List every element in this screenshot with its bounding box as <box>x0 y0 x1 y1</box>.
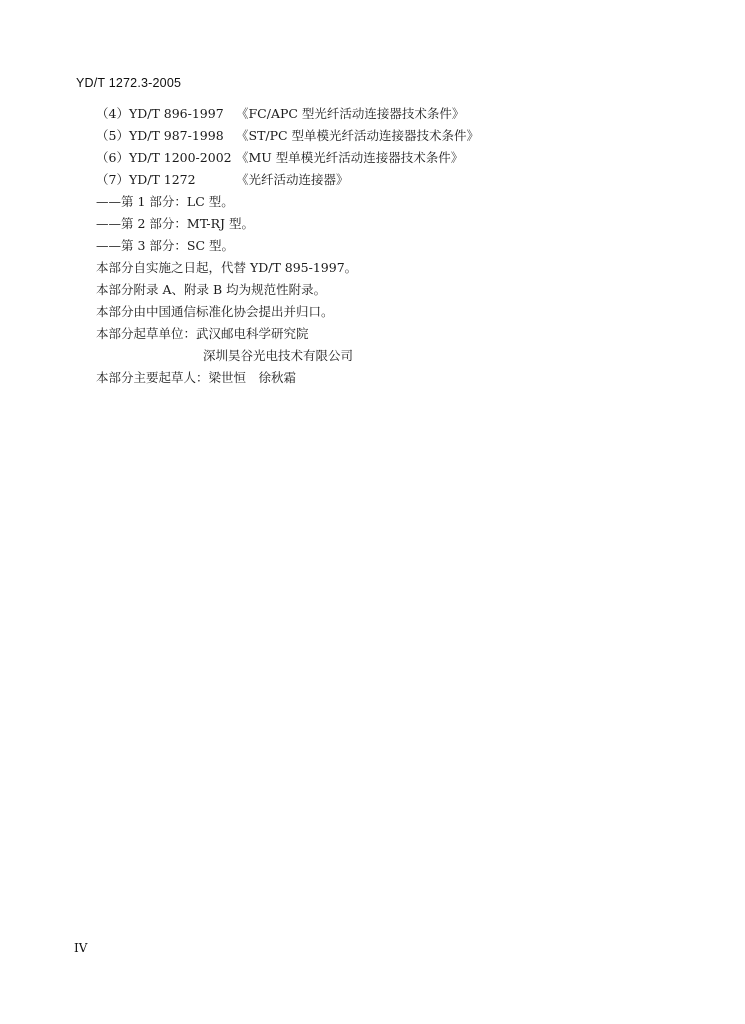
drafting-units: 本部分起草单位：武汉邮电科学研究院 <box>96 326 309 341</box>
part-item: ——第 1 部分：LC 型。 <box>96 194 234 209</box>
reference-number: （4）YD/T 896-1997 <box>96 106 224 121</box>
page-number: IV <box>74 941 88 955</box>
annex-statement: 本部分附录 A、附录 B 均为规范性附录。 <box>96 282 327 297</box>
drafters: 本部分主要起草人：梁世恒 徐秋霜 <box>96 370 297 385</box>
drafting-unit-second: 深圳昊谷光电技术有限公司 <box>203 348 354 363</box>
reference-title: 《FC/APC 型光纤活动连接器技术条件》 <box>236 106 465 121</box>
part-item: ——第 2 部分：MT-RJ 型。 <box>96 216 255 231</box>
replacement-statement: 本部分自实施之日起，代替 YD/T 895-1997。 <box>96 260 358 275</box>
reference-number: （5）YD/T 987-1998 <box>96 128 224 143</box>
reference-title: 《MU 型单模光纤活动连接器技术条件》 <box>236 150 464 165</box>
proposer-statement: 本部分由中国通信标准化协会提出并归口。 <box>96 304 334 319</box>
document-code: YD/T 1272.3-2005 <box>76 76 182 90</box>
reference-title: 《光纤活动连接器》 <box>236 172 349 187</box>
reference-number: （7）YD/T 1272 <box>96 172 196 187</box>
reference-number: （6）YD/T 1200-2002 <box>96 150 232 165</box>
part-item: ——第 3 部分：SC 型。 <box>96 238 235 253</box>
reference-title: 《ST/PC 型单模光纤活动连接器技术条件》 <box>236 128 480 143</box>
